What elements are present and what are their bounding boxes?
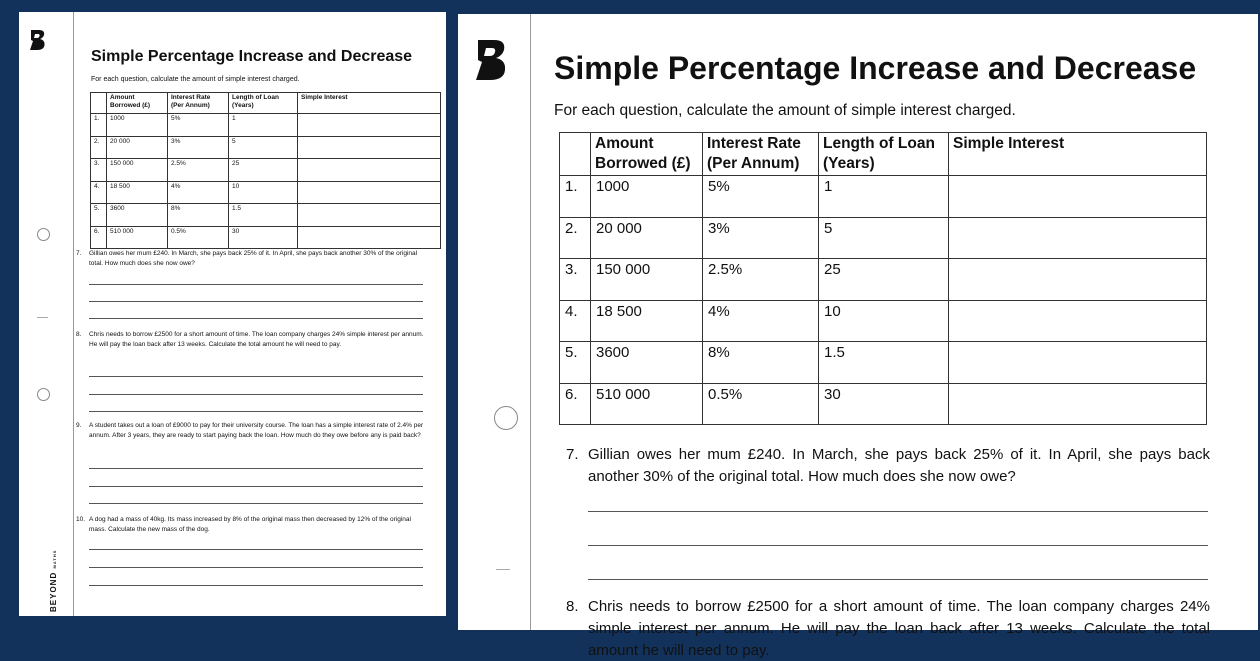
answer-cell[interactable] (298, 159, 441, 182)
answer-line[interactable] (89, 284, 423, 285)
answer-cell[interactable] (949, 300, 1207, 342)
question-9: 9. A student takes out a loan of £9000 to pay for their university course. The loan has a simple interest rate of 2.4% per annum. After 3 years, they are ready to start paying back the loan. How much do they owe before any is paid back? (76, 422, 424, 439)
question-8: 8. Chris needs to borrow £2500 for a short amount of time. The loan company charges 24% simple interest per annum. He will pay the loan back after 13 weeks. Calculate the total amount he will need to pay. (566, 598, 1210, 659)
table-row: 6. 510 000 0.5% 30 (560, 383, 1207, 425)
answer-cell[interactable] (298, 136, 441, 159)
answer-line[interactable] (588, 579, 1208, 580)
answer-line[interactable] (89, 376, 423, 377)
instructions: For each question, calculate the amount of simple interest charged. (91, 76, 300, 83)
table-row: 5. 3600 8% 1.5 (560, 342, 1207, 384)
answer-cell[interactable] (298, 114, 441, 137)
loan-table (90, 92, 441, 249)
brand-wordmark: BEYOND MATHS (49, 549, 58, 612)
question-10: 10. A dog had a mass of 40kg. Its mass increased by 8% of the original mass then decreased by 12% of the original mass. Calculate the new mass of the dog. (76, 516, 411, 533)
page-title: Simple Percentage Increase and Decrease (91, 48, 413, 65)
answer-line[interactable] (89, 503, 423, 504)
answer-line[interactable] (89, 411, 423, 412)
table-header (560, 133, 1207, 176)
answer-cell[interactable] (298, 226, 441, 249)
header-length: Length of Loan (Years) (819, 133, 949, 176)
punch-hole (37, 388, 50, 401)
answer-line[interactable] (89, 318, 423, 319)
table-row: 4. 18 500 4% 10 (560, 300, 1207, 342)
answer-line[interactable] (89, 567, 423, 568)
answer-cell[interactable] (949, 176, 1207, 218)
answer-line[interactable] (89, 486, 423, 487)
table-row: 6. 510 000 0.5% 30 (91, 226, 441, 249)
question-8: 8. Chris needs to borrow £2500 for a short amount of time. The loan company charges 24% simple interest per annum. He will pay the loan back after 13 weeks. Calculate the total amount he will need to pay. (76, 331, 424, 348)
table-row: 5. 3600 8% 1.5 (91, 204, 441, 227)
beyond-logo-icon (474, 38, 510, 82)
answer-cell[interactable] (949, 217, 1207, 259)
punch-hole (494, 406, 518, 430)
worksheet-thumbnail (19, 12, 446, 616)
answer-line[interactable] (89, 468, 423, 469)
answer-cell[interactable] (949, 342, 1207, 384)
header-rate: Interest Rate (Per Annum) (703, 133, 819, 176)
table-row: 4. 18 500 4% 10 (91, 181, 441, 204)
answer-line[interactable] (588, 511, 1208, 512)
answer-line[interactable] (588, 545, 1208, 546)
answer-cell[interactable] (949, 259, 1207, 301)
loan-table (559, 132, 1207, 425)
instructions: For each question, calculate the amount of simple interest charged. (554, 102, 1016, 119)
header-rate: Interest Rate (Per Annum) (168, 93, 229, 114)
page-title: Simple Percentage Increase and Decrease (554, 50, 1197, 86)
margin-rule (73, 12, 74, 616)
punch-hole (37, 228, 50, 241)
table-row: 2. 20 000 3% 5 (560, 217, 1207, 259)
answer-cell[interactable] (949, 383, 1207, 425)
header-amount: Amount Borrowed (£) (591, 133, 703, 176)
fold-mark (37, 317, 48, 318)
header-length: Length of Loan (Years) (229, 93, 298, 114)
table-row: 3. 150 000 2.5% 25 (560, 259, 1207, 301)
question-7: 7. Gillian owes her mum £240. In March, she pays back 25% of it. In April, she pays back another 30% of the original total. How much does she now owe? (76, 250, 418, 267)
answer-line[interactable] (89, 585, 423, 586)
worksheet-zoomed (458, 14, 1258, 659)
answer-cell[interactable] (298, 181, 441, 204)
table-row: 1. 1000 5% 1 (91, 114, 441, 137)
table-row: 2. 20 000 3% 5 (91, 136, 441, 159)
question-7: 7. Gillian owes her mum £240. In March, she pays back 25% of it. In April, she pays back another 30% of the original total. How much does she now owe? (566, 446, 1210, 485)
header-interest: Simple Interest (949, 133, 1207, 176)
answer-line[interactable] (89, 549, 423, 550)
beyond-logo-icon (29, 29, 47, 51)
answer-line[interactable] (89, 394, 423, 395)
fold-mark (496, 569, 510, 570)
table-row: 1. 1000 5% 1 (560, 176, 1207, 218)
answer-line[interactable] (89, 301, 423, 302)
header-amount: Amount Borrowed (£) (107, 93, 168, 114)
answer-cell[interactable] (298, 204, 441, 227)
margin-rule (530, 14, 531, 630)
header-interest: Simple Interest (298, 93, 441, 114)
table-header (91, 93, 441, 114)
table-row: 3. 150 000 2.5% 25 (91, 159, 441, 182)
